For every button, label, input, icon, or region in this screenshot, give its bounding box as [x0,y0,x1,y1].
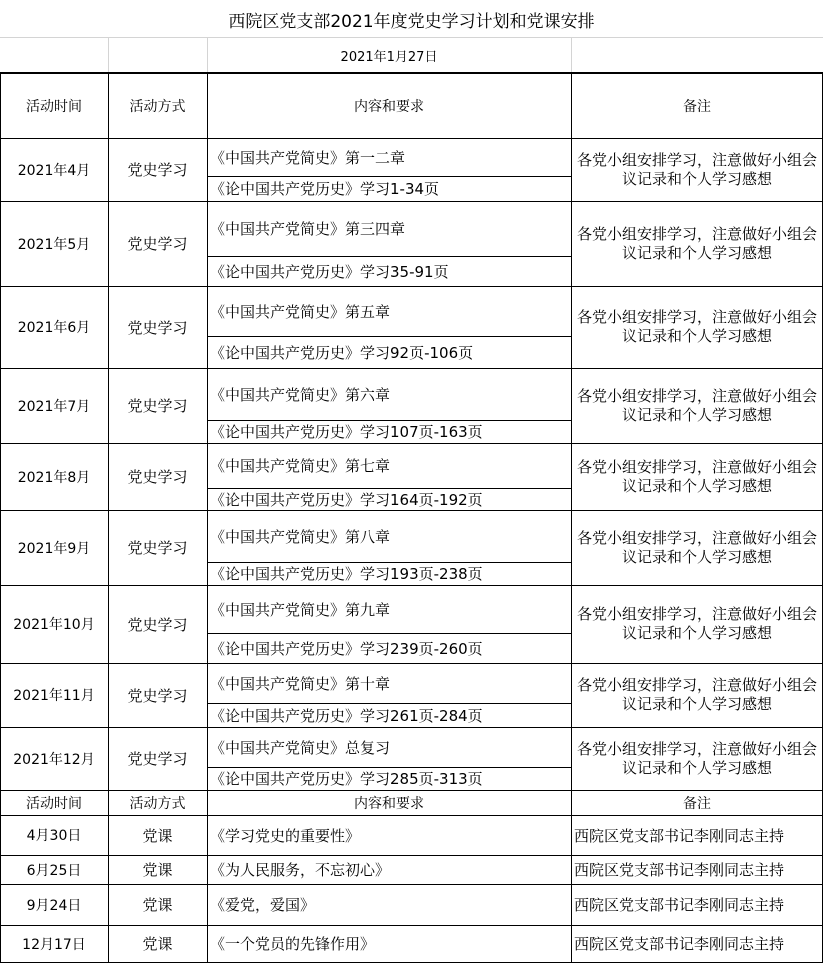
grid-line-horizontal [0,286,823,287]
grid-line-vertical [571,72,572,963]
plan-date: 2021年1月27日 [340,49,438,65]
study-content-line-1: 《中国共产党简史》第九章 [210,600,391,619]
study-content-line-2: 《论中国共产党历史》学习35-91页 [210,262,449,281]
lesson-remark-cell: 西院区党支部书记李刚同志主持 [574,935,785,953]
lesson-date-cell: 9月24日 [26,897,82,914]
grid-line-horizontal [207,176,571,177]
lesson-content-cell: 《为人民服务，不忘初心》 [210,861,391,879]
grid-line-horizontal [0,72,823,74]
lesson-date-cell: 4月30日 [26,828,82,844]
grid-line-horizontal [207,488,571,489]
grid-line-horizontal [0,962,823,963]
grid-line-horizontal [0,727,823,728]
lesson-content-cell: 《爱党，爱国》 [210,896,316,914]
study-content-line-2: 《论中国共产党历史》学习164页-192页 [210,490,483,509]
study-month-cell: 2021年4月 [17,162,91,179]
grid-line-horizontal [0,925,823,926]
grid-line-horizontal [207,703,571,704]
lesson-mode-cell: 党课 [142,826,173,845]
study-mode-cell: 党史学习 [127,235,188,253]
lesson-remark-cell: 西院区党支部书记李刚同志主持 [574,896,785,914]
study-remark-cell: 各党小组安排学习，注意做好小组会议记录和个人学习感想 [576,739,817,777]
grid-line-horizontal [0,443,823,444]
study-content-line-2: 《论中国共产党历史》学习261页-284页 [210,706,483,725]
study-content-line-1: 《中国共产党简史》总复习 [210,738,391,757]
grid-line-horizontal [207,256,571,257]
study-month-cell: 2021年7月 [17,398,91,415]
study-month-cell: 2021年8月 [17,469,91,486]
study-content-line-2: 《论中国共产党历史》学习285页-313页 [210,770,483,788]
grid-line-horizontal [0,368,823,369]
grid-line-horizontal [0,201,823,202]
study-content-line-1: 《中国共产党简史》第八章 [210,527,391,546]
study-mode-cell: 党史学习 [127,161,188,179]
grid-line-horizontal [0,855,823,856]
study-content-line-1: 《中国共产党简史》第十章 [210,674,391,693]
grid-line-horizontal [0,585,823,586]
grid-line-horizontal [0,663,823,664]
study-content-line-1: 《中国共产党简史》第三四章 [210,220,406,238]
grid-line-vertical [0,72,1,963]
grid-line-horizontal [0,790,823,791]
study-mode-cell: 党史学习 [127,615,188,634]
grid-line-vertical [207,38,208,72]
page-title: 西院区党支部2021年度党史学习计划和党课安排 [228,11,595,32]
study-content-line-2: 《论中国共产党历史》学习1-34页 [210,180,440,198]
lesson-header-content: 内容和要求 [354,795,424,812]
grid-line-horizontal [207,420,571,421]
lesson-header-remark: 备注 [683,795,711,812]
lesson-date-cell: 6月25日 [26,862,82,879]
grid-line-vertical [108,72,109,963]
grid-line-horizontal [0,138,823,139]
study-mode-cell: 党史学习 [127,539,188,557]
study-remark-cell: 各党小组安排学习，注意做好小组会议记录和个人学习感想 [576,386,817,424]
grid-line-horizontal [207,562,571,563]
grid-line-horizontal [0,510,823,511]
header-activity-time: 活动时间 [26,98,82,115]
lesson-remark-cell: 西院区党支部书记李刚同志主持 [574,826,785,845]
lesson-mode-cell: 党课 [142,861,173,879]
lesson-date-cell: 12月17日 [22,936,86,953]
study-content-line-1: 《中国共产党简史》第一二章 [210,148,406,167]
study-mode-cell: 党史学习 [127,686,188,705]
lesson-content-cell: 《学习党史的重要性》 [210,826,361,845]
study-mode-cell: 党史学习 [127,397,188,415]
study-remark-cell: 各党小组安排学习，注意做好小组会议记录和个人学习感想 [576,457,817,495]
grid-line-vertical [108,38,109,72]
study-content-line-2: 《论中国共产党历史》学习239页-260页 [210,639,483,658]
study-remark-cell: 各党小组安排学习，注意做好小组会议记录和个人学习感想 [576,528,817,566]
study-remark-cell: 各党小组安排学习，注意做好小组会议记录和个人学习感想 [576,224,817,262]
grid-line-horizontal [0,815,823,816]
study-month-cell: 2021年11月 [13,688,95,704]
study-month-cell: 2021年5月 [17,236,91,253]
grid-line-vertical [207,72,208,963]
study-content-line-1: 《中国共产党简史》第七章 [210,457,391,475]
grid-line-horizontal [207,633,571,634]
header-remark: 备注 [683,98,711,115]
lesson-content-cell: 《一个党员的先锋作用》 [210,935,376,953]
study-month-cell: 2021年9月 [17,540,91,557]
grid-line-horizontal [207,767,571,768]
study-content-line-1: 《中国共产党简史》第五章 [210,302,391,321]
study-month-cell: 2021年6月 [17,320,91,336]
grid-line-horizontal [0,37,823,38]
grid-line-vertical [571,38,572,72]
study-remark-cell: 各党小组安排学习，注意做好小组会议记录和个人学习感想 [576,150,817,188]
study-remark-cell: 各党小组安排学习，注意做好小组会议记录和个人学习感想 [576,676,817,713]
header-content: 内容和要求 [354,98,424,115]
study-remark-cell: 各党小组安排学习，注意做好小组会议记录和个人学习感想 [576,308,817,345]
study-content-line-2: 《论中国共产党历史》学习92页-106页 [210,343,474,362]
study-content-line-1: 《中国共产党简史》第六章 [210,385,391,404]
study-mode-cell: 党史学习 [127,468,188,486]
study-month-cell: 2021年12月 [13,751,95,768]
lesson-remark-cell: 西院区党支部书记李刚同志主持 [574,861,785,879]
study-mode-cell: 党史学习 [127,750,188,768]
study-remark-cell: 各党小组安排学习，注意做好小组会议记录和个人学习感想 [576,605,817,642]
lesson-header-activity-mode: 活动方式 [129,795,186,812]
lesson-mode-cell: 党课 [142,896,173,914]
header-activity-mode: 活动方式 [129,98,186,115]
study-content-line-2: 《论中国共产党历史》学习107页-163页 [210,423,483,441]
study-mode-cell: 党史学习 [127,318,188,337]
lesson-mode-cell: 党课 [142,935,173,953]
study-content-line-2: 《论中国共产党历史》学习193页-238页 [210,565,483,583]
grid-line-horizontal [0,884,823,885]
study-month-cell: 2021年10月 [13,617,95,633]
grid-line-horizontal [207,336,571,337]
lesson-header-activity-time: 活动时间 [26,795,82,812]
